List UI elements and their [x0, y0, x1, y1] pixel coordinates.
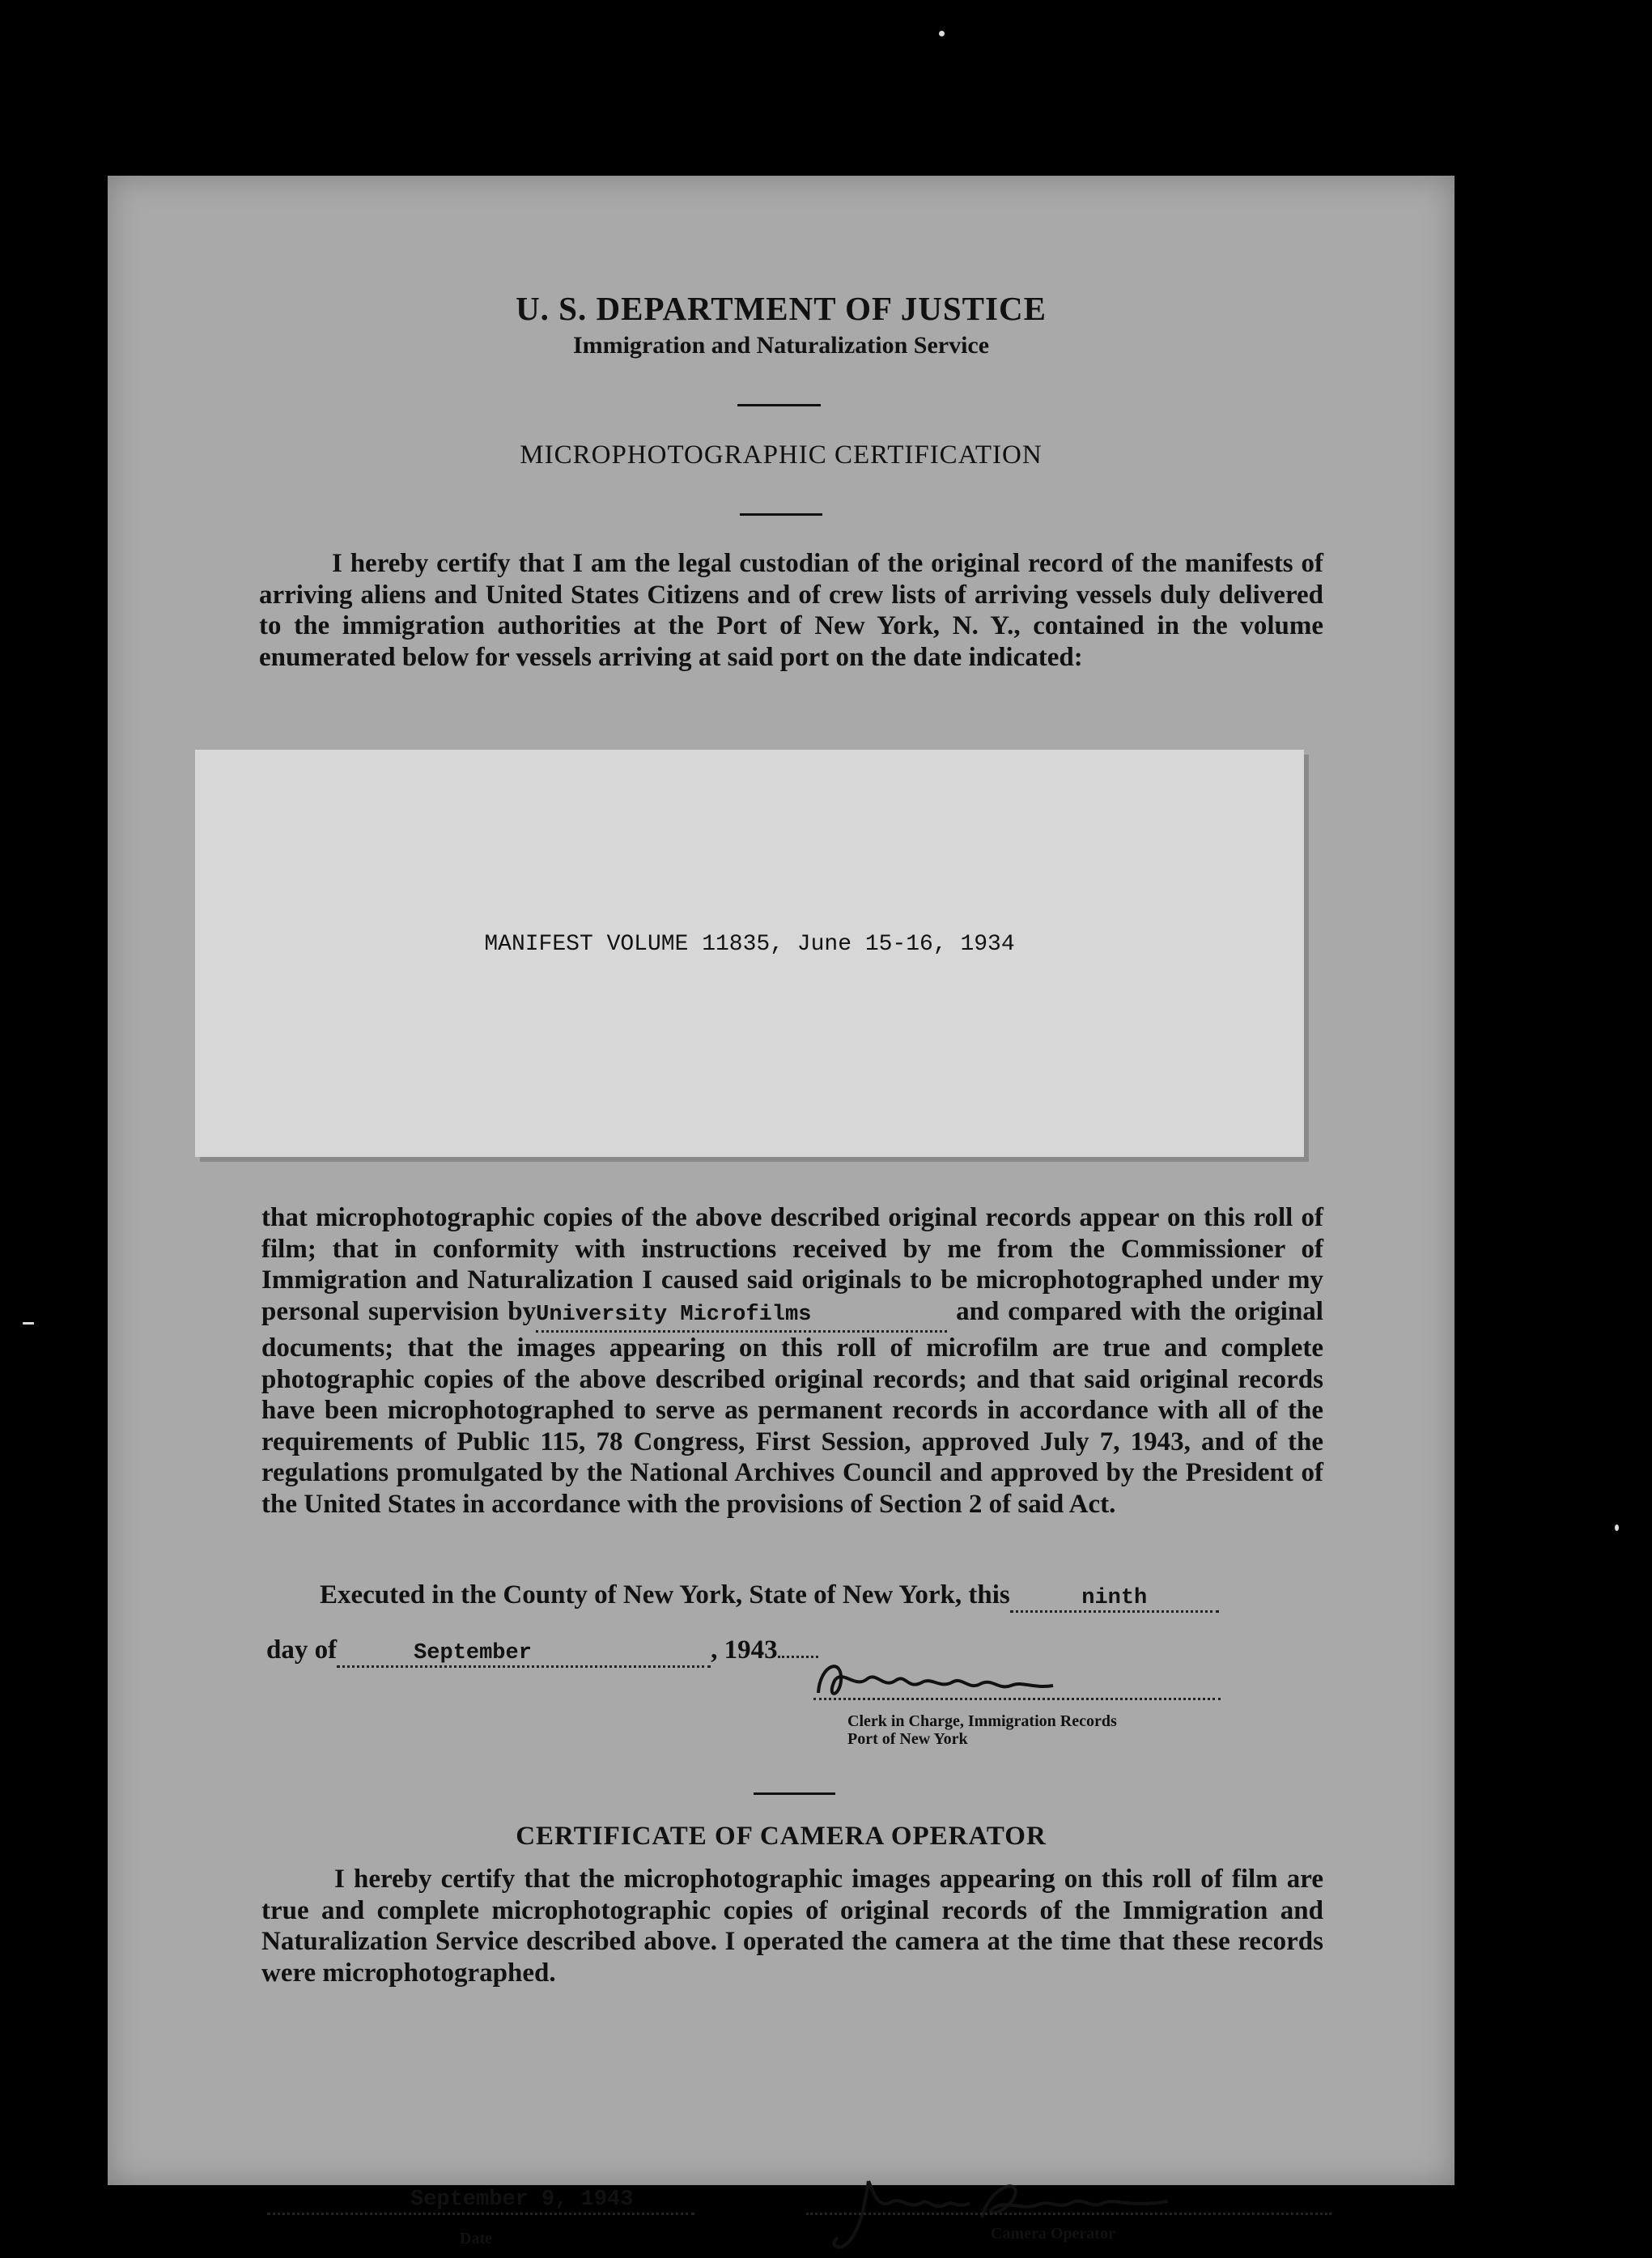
intro-paragraph: I hereby certify that I am the legal custodian of the original record of the manifests of arriving aliens and United States Citizens and of crew lists of arriving vessels duly delivered to the immigration authorities at the Port of New York, N. Y., contained in the volume enumerated below for vessels arriving at said port on the date indicated: — [259, 549, 1323, 672]
date-label: Date — [460, 2230, 492, 2247]
filmed-by-blank — [536, 1296, 947, 1333]
film-speck — [23, 1322, 34, 1325]
certification-title: MICROPHOTOGRAPHIC CERTIFICATION — [520, 440, 1043, 470]
manifest-slip — [195, 750, 1304, 1157]
body-text-part1: that microphotographic copies of the above described original records appear on this roll of film; that in conformity with instructions received by me from the Commissioner of Immigration and Naturalization I caused said originals to be microphotographed under my personal supervision by — [261, 1203, 1323, 1326]
day-of-label: day of — [266, 1635, 338, 1665]
service-subtitle: Immigration and Naturalization Service — [572, 332, 990, 359]
camera-certificate-text: I hereby certify that the microphotographic images appearing on this roll of film are true and complete microphotographic copies of original records of the Immigration and Naturalization Service described above. I operated the camera at the time that these records were microphotographed. — [261, 1865, 1323, 1988]
execution-text: Executed in the County of New York, State of New York, this — [320, 1580, 1010, 1610]
operator-signature-line — [806, 2213, 1331, 2215]
camera-certificate-heading: CERTIFICATE OF CAMERA OPERATOR — [516, 1822, 1047, 1851]
certification-body — [261, 1202, 1323, 1520]
month-value: September — [414, 1641, 532, 1665]
filmed-by-value: University Microfilms — [536, 1302, 812, 1327]
date-line — [266, 1635, 818, 1668]
operator-label: Camera Operator — [991, 2225, 1115, 2243]
month-blank — [337, 1635, 711, 1668]
divider — [737, 404, 821, 406]
department-title: U. S. DEPARTMENT OF JUSTICE — [516, 290, 1047, 327]
day-blank — [1010, 1580, 1219, 1613]
body-text-part2: and compared with the original documents; that the images appearing on this roll of microfilm are true and complete photographic copies of the above described original records; and that said original records have been microphotographed to serve as permanent records in accordance with all of the requirements of Public 115, 78 Congress, First Session, approved July 7, 1943, and of the regulations promulgated by the National Archives Council and approved by the President of the United States in accordance with the provisions of Section 2 of said Act. — [261, 1296, 1323, 1519]
date-blank — [267, 2213, 694, 2215]
film-speck — [1615, 1524, 1619, 1531]
date-value: September 9, 1943 — [410, 2188, 634, 2212]
clerk-title-line2: Port of New York — [847, 1730, 968, 1748]
clerk-signature — [810, 1648, 1061, 1713]
day-value: ninth — [1081, 1586, 1148, 1610]
year-value: , 1943 — [711, 1635, 778, 1665]
certificate-page — [108, 176, 1455, 2247]
film-speck — [939, 31, 945, 36]
manifest-volume-text: MANIFEST VOLUME 11835, June 15-16, 1934 — [484, 932, 1015, 957]
clerk-title-line1: Clerk in Charge, Immigration Records — [847, 1712, 1117, 1730]
clerk-title — [847, 1712, 1117, 1748]
divider — [754, 1792, 835, 1795]
execution-line — [320, 1580, 1219, 1613]
divider — [740, 513, 822, 516]
clerk-signature-line — [813, 1698, 1221, 1700]
